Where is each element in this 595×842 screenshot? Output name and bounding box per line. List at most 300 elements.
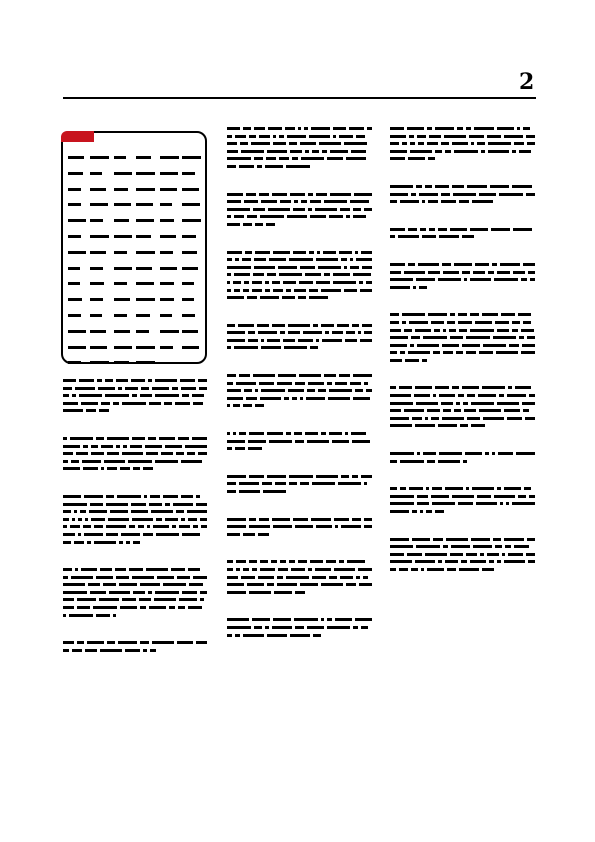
sidebar-box [61,131,207,364]
text-glyph-run [354,193,372,196]
text-glyph-run [330,150,348,153]
text-line [227,480,372,488]
text-line [63,458,207,466]
text-glyph-run [310,215,326,218]
text-glyph-run [227,215,231,218]
text-glyph-run [390,568,396,571]
text-glyph-run [160,235,176,238]
text-glyph-run [198,379,207,382]
text-glyph-run [523,409,529,412]
text-glyph-run [402,313,425,316]
text-glyph-run [248,440,266,443]
text-glyph-run [459,200,469,203]
text-glyph-run [367,127,372,130]
text-glyph-run [404,271,425,274]
text-glyph-run [156,518,162,521]
text-glyph-run [492,263,497,266]
text-glyph-run [187,452,195,455]
text-glyph-run [459,568,479,571]
text-glyph-run [123,445,127,448]
text-glyph-run [288,324,310,327]
text-glyph-run [128,460,152,463]
text-glyph-run [431,417,439,420]
paragraph [63,566,207,619]
text-glyph-run [327,157,343,160]
text-glyph-run [305,150,309,153]
text-glyph-run [192,437,207,440]
text-glyph-run [504,487,521,490]
text-glyph-run [277,576,283,579]
text-glyph-run [355,251,358,254]
sidebar-row [68,231,202,247]
text-glyph-run [329,389,352,392]
text-glyph-run [463,460,467,463]
text-glyph-run [257,324,269,327]
text-line [227,632,372,640]
text-glyph-run [155,591,179,594]
text-glyph-run [427,460,435,463]
text-glyph-run [404,329,412,332]
text-glyph-run [246,193,256,196]
text-glyph-run [295,440,304,443]
text-glyph-run [233,404,240,407]
text-glyph-run [125,387,138,390]
text-glyph-run [479,351,493,354]
text-glyph-run [410,142,415,145]
text-glyph-run [258,576,274,579]
text-glyph-run [227,127,240,130]
text-glyph-run [107,437,129,440]
paragraph [390,261,535,291]
text-glyph-run [488,142,511,145]
text-glyph-run [149,503,162,506]
text-glyph-run [267,150,287,153]
sidebar-row [68,263,202,279]
text-glyph-run [90,361,109,364]
text-glyph-run [491,228,510,231]
text-glyph-run [80,510,86,513]
text-glyph-run [101,445,113,448]
text-line [390,261,535,269]
text-glyph-run [133,541,140,544]
text-glyph-run [90,591,106,594]
paragraph [390,384,535,430]
text-glyph-run [408,157,425,160]
text-glyph-run [364,525,372,528]
text-glyph-run [86,409,96,412]
text-glyph-run [474,127,494,130]
text-glyph-run [63,379,76,382]
text-glyph-run [126,541,130,544]
text-glyph-run [280,200,291,203]
text-glyph-run [482,386,505,389]
text-glyph-run [235,258,239,261]
text-glyph-run [522,344,535,347]
text-glyph-run [252,281,262,284]
text-glyph-run [321,432,326,435]
text-glyph-run [273,618,291,621]
text-glyph-run [160,156,179,159]
text-glyph-run [106,533,118,536]
text-glyph-run [273,251,290,254]
text-glyph-run [417,495,428,498]
text-glyph-run [271,560,277,563]
text-glyph-run [416,278,435,281]
text-glyph-run [63,495,81,498]
sidebar-row [68,199,202,215]
text-glyph-run [350,266,359,269]
text-line [227,558,372,566]
text-glyph-run [317,251,320,254]
text-glyph-run [429,135,441,138]
text-glyph-run [182,172,195,175]
paragraph [390,226,535,241]
text-line [227,140,372,148]
text-glyph-run [227,324,235,327]
text-glyph-run [471,402,494,405]
text-glyph-run [495,545,502,548]
text-glyph-run [227,208,250,211]
text-glyph-run [69,614,93,617]
paragraph [63,435,207,473]
text-glyph-run [390,321,399,324]
sidebar-row [68,215,202,231]
text-glyph-run [390,351,397,354]
text-glyph-run [438,228,447,231]
text-glyph-run [63,387,72,390]
text-glyph-run [68,346,86,349]
text-glyph-run [148,437,156,440]
text-glyph-run [390,538,409,541]
text-glyph-run [433,351,440,354]
text-glyph-run [519,150,531,153]
text-glyph-run [227,165,236,168]
text-glyph-run [63,533,75,536]
text-glyph-run [81,402,98,405]
text-line [390,191,535,199]
text-glyph-run [464,409,476,412]
text-glyph-run [330,193,351,196]
text-glyph-run [233,281,241,284]
text-glyph-run [298,560,307,563]
text-glyph-run [227,374,236,377]
text-glyph-run [63,568,72,571]
text-glyph-run [475,263,489,266]
text-glyph-run [308,208,312,211]
text-glyph-run [148,591,152,594]
text-glyph-run [438,560,442,563]
text-glyph-run [390,278,413,281]
text-glyph-run [279,135,284,138]
text-line [63,589,207,597]
text-glyph-run [338,482,361,485]
text-glyph-run [346,583,356,586]
text-glyph-run [483,417,504,420]
text-glyph-run [442,263,451,266]
text-glyph-run [300,482,309,485]
sidebar-badge [61,131,94,142]
paragraph [227,430,372,453]
text-glyph-run [399,568,408,571]
text-glyph-run [472,200,493,203]
text-glyph-run [269,258,286,261]
text-glyph-run [294,618,318,621]
text-glyph-run [236,560,246,563]
text-glyph-run [227,135,232,138]
text-glyph-run [402,142,407,145]
text-line [390,536,535,544]
text-glyph-run [148,379,152,382]
text-glyph-run [136,361,155,364]
text-glyph-run [519,336,524,339]
text-glyph-run [509,344,519,347]
text-glyph-run [443,409,451,412]
text-glyph-run [227,289,231,292]
text-line [390,198,535,206]
text-glyph-run [454,409,461,412]
text-line [390,357,535,365]
text-glyph-run [517,127,520,130]
text-glyph-run [352,518,361,521]
text-glyph-run [309,135,330,138]
text-glyph-run [244,389,252,392]
text-glyph-run [227,281,230,284]
text-glyph-run [279,273,302,276]
text-glyph-run [265,165,283,168]
text-glyph-run [193,525,198,528]
text-glyph-run [459,329,467,332]
text-glyph-run [353,626,358,629]
text-glyph-run [353,215,366,218]
text-glyph-run [345,339,357,342]
text-glyph-run [290,634,310,637]
text-glyph-run [300,142,316,145]
text-glyph-run [227,150,238,153]
text-glyph-run [182,235,196,238]
text-glyph-run [516,452,535,455]
text-glyph-run [415,329,431,332]
text-glyph-run [265,289,270,292]
text-glyph-run [68,361,81,364]
text-glyph-run [157,576,174,579]
text-glyph-run [449,329,456,332]
text-glyph-run [512,329,518,332]
text-glyph-run [63,510,71,513]
text-glyph-run [108,518,129,521]
text-glyph-run [414,394,430,397]
text-glyph-run [114,188,128,191]
text-glyph-run [294,200,298,203]
text-glyph-run [418,263,439,266]
text-glyph-run [269,440,292,443]
text-glyph-run [470,228,488,231]
text-line [227,133,372,141]
text-line [227,337,372,345]
text-glyph-run [90,282,104,285]
text-glyph-run [390,409,401,412]
text-glyph-run [293,208,305,211]
text-glyph-run [182,346,199,349]
text-glyph-run [344,289,357,292]
text-glyph-run [417,135,426,138]
text-glyph-run [136,346,155,349]
text-glyph-run [390,460,397,463]
text-glyph-run [119,583,137,586]
text-line [390,422,535,430]
text-line [63,501,207,509]
text-glyph-run [420,510,423,513]
text-glyph-run [252,618,270,621]
text-glyph-run [488,271,494,274]
text-glyph-run [68,172,83,175]
text-glyph-run [299,374,321,377]
text-glyph-run [473,545,492,548]
text-glyph-run [143,533,153,536]
text-glyph-run [238,324,254,327]
text-glyph-run [505,545,511,548]
text-glyph-run [462,344,480,347]
text-glyph-run [351,432,366,435]
text-glyph-run [295,626,304,629]
text-glyph-run [390,150,407,153]
text-glyph-run [399,386,412,389]
paragraph [390,311,535,364]
text-glyph-run [490,185,509,188]
text-glyph-run [114,267,132,270]
text-glyph-run [136,172,155,175]
text-glyph-run [415,424,435,427]
text-glyph-run [316,475,338,478]
text-glyph-run [160,172,178,175]
text-glyph-run [113,402,119,405]
header-rule [63,97,536,99]
paragraph [227,372,372,410]
text-glyph-run [512,321,520,324]
text-glyph-run [261,389,285,392]
text-glyph-run [475,321,492,324]
text-glyph-run [321,289,341,292]
text-glyph-run [530,278,535,281]
text-glyph-run [308,568,312,571]
text-glyph-run [253,208,265,211]
text-glyph-run [151,510,173,513]
text-glyph-run [480,553,484,556]
text-glyph-run [182,298,194,301]
text-glyph-run [329,576,337,579]
text-glyph-run [346,157,366,160]
text-glyph-run [482,313,498,316]
text-glyph-run [182,533,200,536]
text-glyph-run [63,649,69,652]
text-glyph-run [390,263,405,266]
text-glyph-run [333,127,346,130]
text-glyph-run [390,329,401,332]
text-glyph-run [466,487,469,490]
text-glyph-run [422,200,425,203]
text-glyph-run [466,553,477,556]
text-glyph-run [298,127,301,130]
text-glyph-run [254,258,266,261]
text-glyph-run [497,487,501,490]
text-glyph-run [525,417,535,420]
text-glyph-run [450,228,467,231]
text-glyph-run [249,475,264,478]
text-glyph-run [447,321,455,324]
text-glyph-run [152,387,169,390]
text-line [390,226,535,234]
text-glyph-run [200,518,207,521]
text-glyph-run [322,150,327,153]
text-glyph-run [132,518,153,521]
text-glyph-run [452,185,464,188]
text-line [227,616,372,624]
text-glyph-run [512,150,516,153]
text-glyph-run [364,331,372,334]
text-glyph-run [428,157,435,160]
text-line [227,148,372,156]
text-glyph-run [114,219,129,222]
text-glyph-run [258,331,277,334]
text-glyph-run [316,281,330,284]
text-glyph-run [63,641,74,644]
text-glyph-run [470,329,494,332]
text-glyph-run [227,251,242,254]
text-line [63,407,207,415]
text-glyph-run [308,382,324,385]
text-glyph-run [68,219,86,222]
text-glyph-run [259,135,270,138]
text-glyph-run [498,452,513,455]
text-glyph-run [234,289,240,292]
text-glyph-run [275,482,286,485]
text-glyph-run [339,560,344,563]
text-glyph-run [390,402,413,405]
text-glyph-run [278,568,288,571]
paragraph [227,322,372,352]
text-glyph-run [390,344,407,347]
text-glyph-run [415,386,432,389]
text-glyph-run [227,490,236,493]
text-line [227,387,372,395]
text-glyph-run [497,329,509,332]
text-glyph-run [99,598,119,601]
text-glyph-run [461,560,467,563]
text-glyph-run [106,525,126,528]
text-glyph-run [249,135,256,138]
text-glyph-run [410,150,432,153]
text-glyph-run [432,487,442,490]
text-glyph-run [136,188,155,191]
text-glyph-run [452,142,468,145]
text-glyph-run [502,553,505,556]
text-glyph-run [476,502,497,505]
text-glyph-run [487,553,499,556]
text-line [63,531,207,539]
text-glyph-run [89,510,107,513]
text-glyph-run [188,606,202,609]
text-glyph-run [68,282,80,285]
text-glyph-run [346,215,350,218]
text-glyph-run [98,387,115,390]
paragraph [390,485,535,515]
text-glyph-run [292,397,297,400]
text-glyph-run [419,286,427,289]
text-glyph-run [390,200,397,203]
text-glyph-run [78,533,81,536]
text-glyph-run [315,208,337,211]
text-glyph-run [100,649,122,652]
text-glyph-run [358,331,361,334]
